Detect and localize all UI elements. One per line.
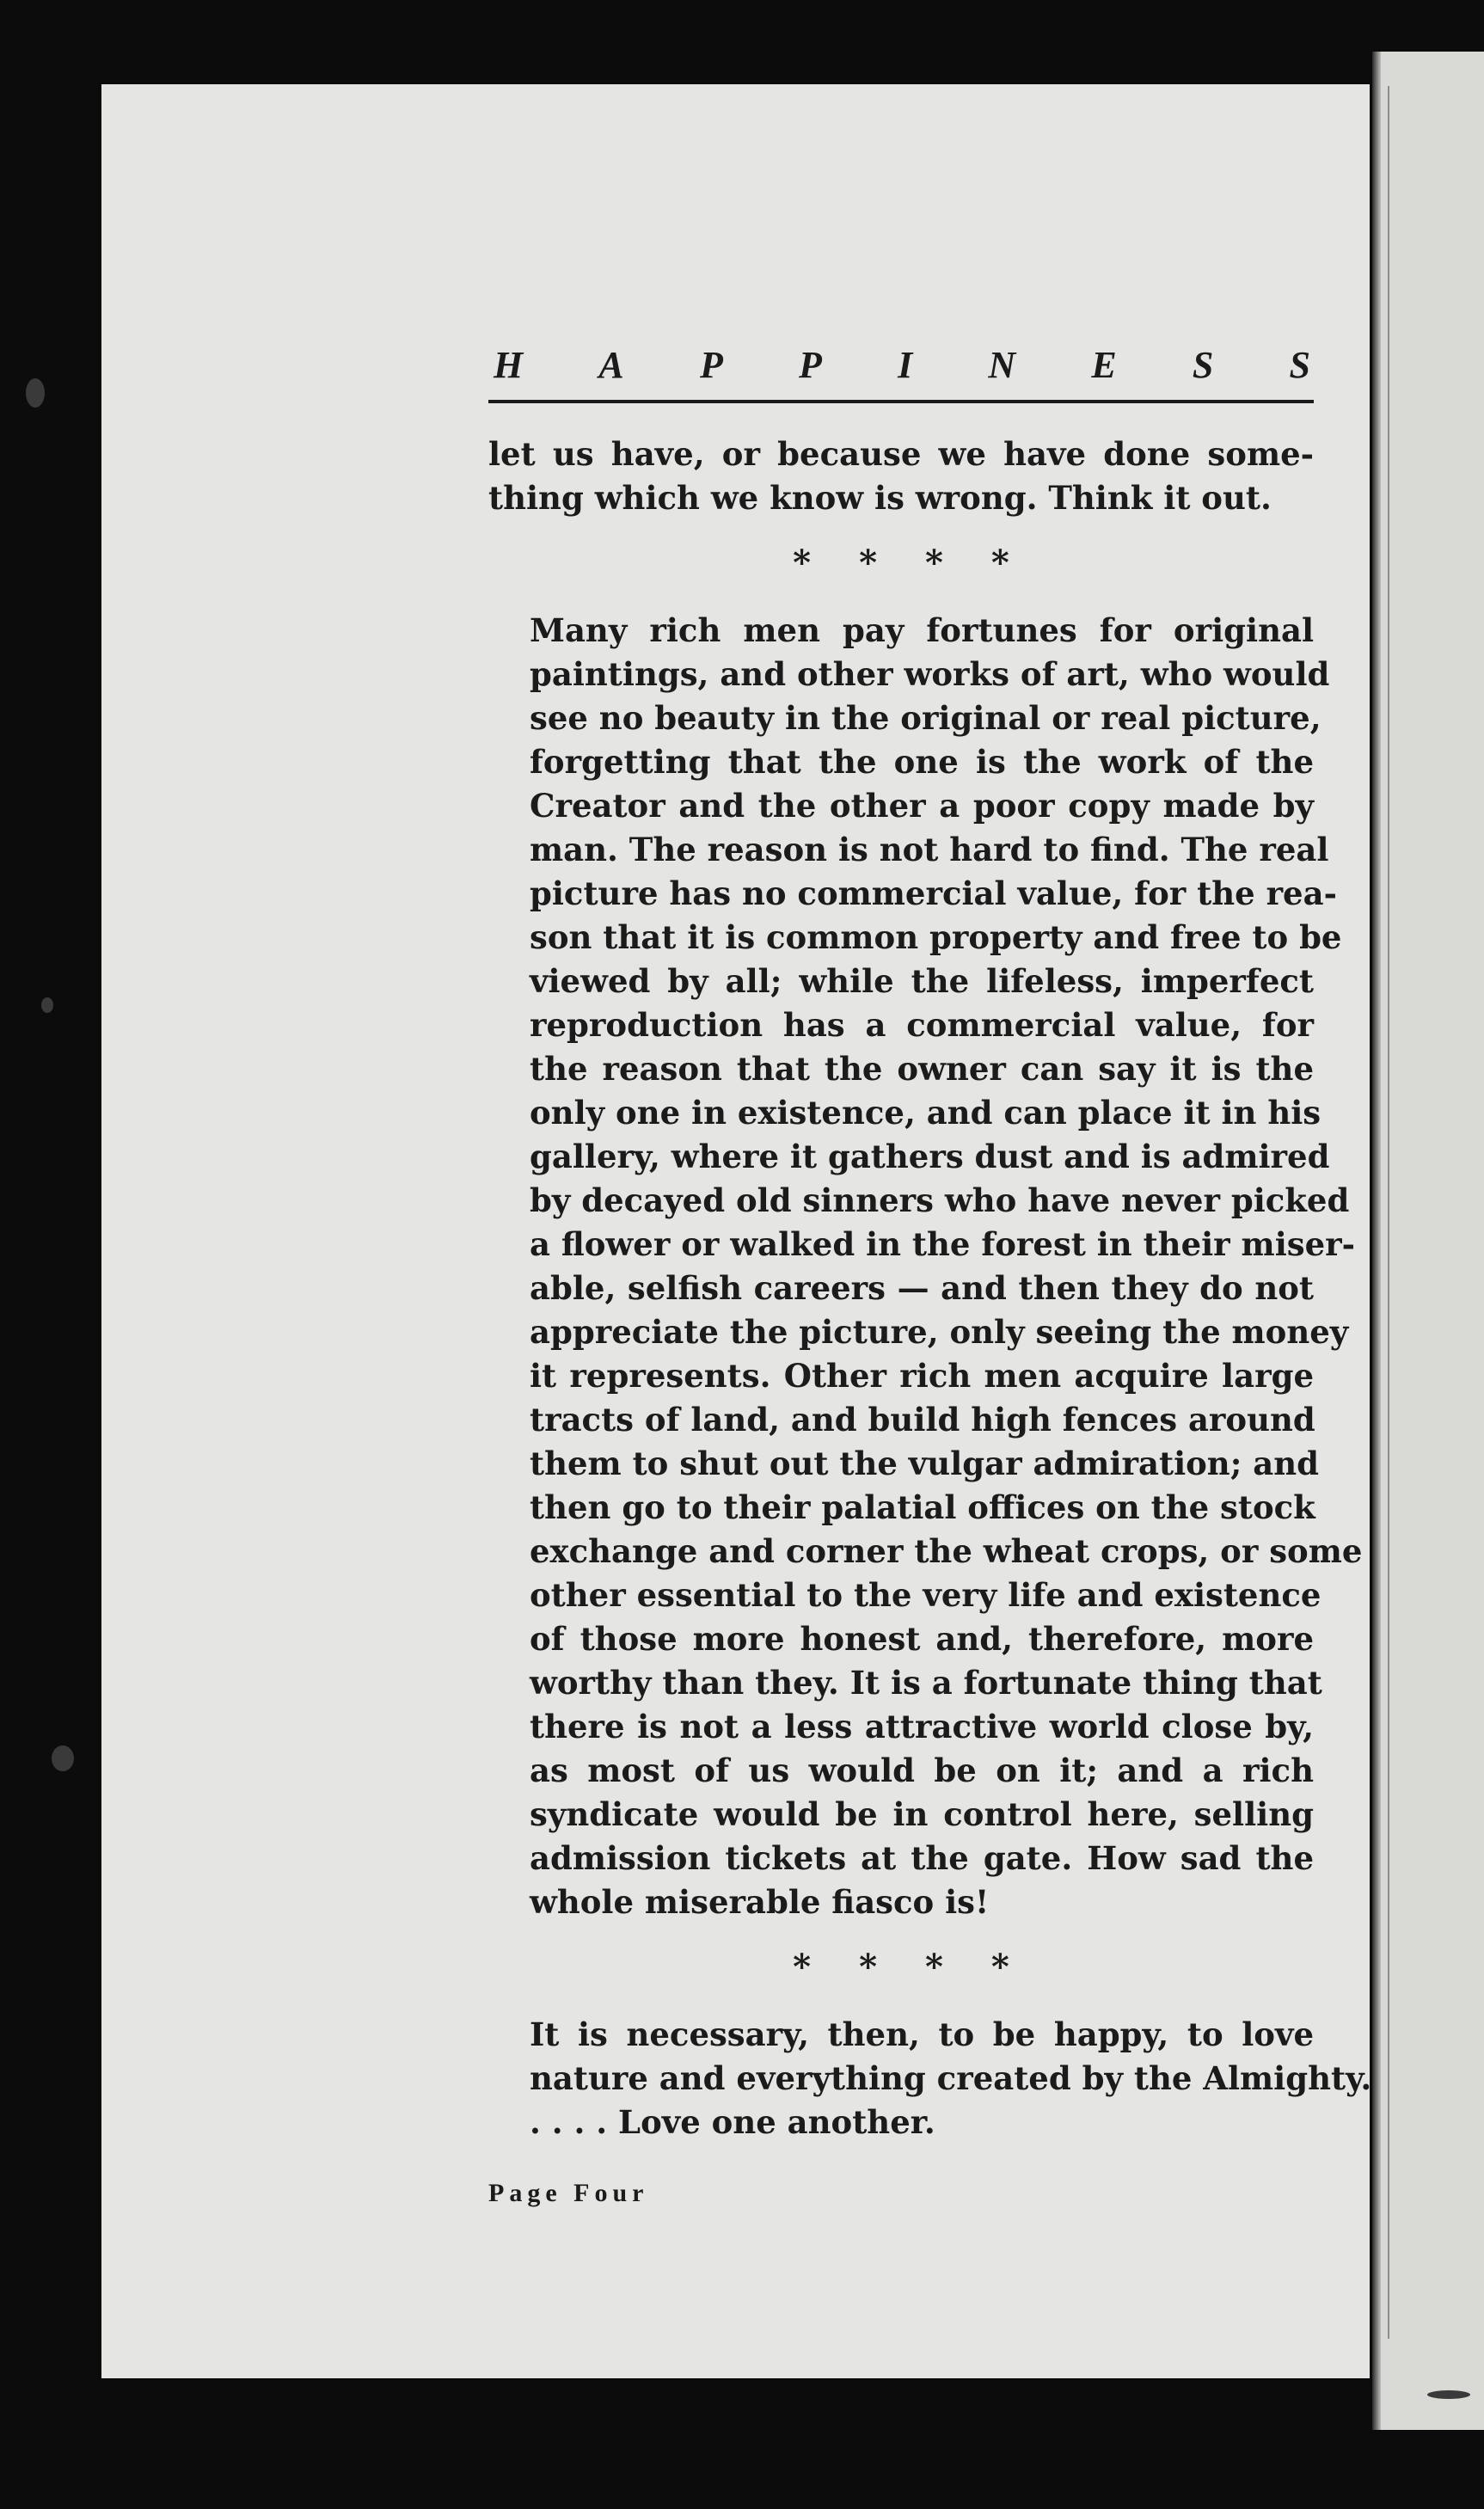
paragraph-1 bbox=[488, 432, 1314, 520]
asterisk-ornament: * bbox=[925, 1947, 943, 1987]
running-head-letter: P bbox=[699, 344, 723, 386]
running-head-letter: E bbox=[1091, 344, 1117, 386]
asterisk-ornament: * bbox=[925, 543, 943, 583]
scan-speck bbox=[1427, 2390, 1470, 2399]
text-line: whole miserable fiasco is! bbox=[530, 1883, 990, 1921]
asterisk-ornament: * bbox=[859, 543, 877, 583]
text-line: admission tickets at the gate. How sad the bbox=[530, 1839, 1314, 1877]
text-line: appreciate the picture, only seeing the money bbox=[530, 1313, 1349, 1351]
page-folio: Page Four bbox=[488, 2179, 649, 2207]
text-line: Many rich men pay fortunes for original bbox=[530, 611, 1314, 649]
text-line: then go to their palatial offices on the stock bbox=[530, 1488, 1315, 1526]
text-line: let us have, or because we have done some- bbox=[488, 435, 1314, 473]
paragraph-2 bbox=[488, 609, 1363, 1924]
text-line: exchange and corner the wheat crops, or some bbox=[530, 1532, 1363, 1570]
running-head-letter: A bbox=[598, 344, 624, 386]
text-line: man. The reason is not hard to find. The real bbox=[530, 831, 1329, 868]
asterisk-ornament: * bbox=[793, 1947, 812, 1987]
text-column bbox=[488, 344, 1372, 2208]
text-line: reproduction has a commercial value, for bbox=[530, 1006, 1314, 1044]
asterisk-ornament: * bbox=[990, 543, 1009, 583]
text-line: paintings, and other works of art, who would bbox=[530, 655, 1330, 693]
text-line: them to shut out the vulgar admiration; and bbox=[530, 1445, 1319, 1482]
text-line: the reason that the owner can say it is the bbox=[530, 1050, 1314, 1088]
text-line: there is not a less attractive world close by, bbox=[530, 1708, 1314, 1745]
running-head-letter: P bbox=[799, 344, 822, 386]
scan-speck bbox=[41, 997, 53, 1013]
scan-speck bbox=[26, 378, 45, 408]
running-head-letter: S bbox=[1192, 344, 1214, 386]
page-edge-line bbox=[1388, 86, 1389, 2339]
text-line: syndicate would be in control here, selling bbox=[530, 1795, 1314, 1833]
asterisk-ornament: * bbox=[990, 1947, 1009, 1987]
text-line: It is necessary, then, to be happy, to love bbox=[530, 2015, 1314, 2053]
text-line: picture has no commercial value, for the rea- bbox=[530, 874, 1337, 912]
text-line: thing which we know is wrong. Think it out. bbox=[488, 479, 1272, 517]
text-line: Creator and the other a poor copy made by bbox=[530, 787, 1314, 825]
text-line: able, selfish careers — and then they do not bbox=[530, 1269, 1314, 1307]
paragraph-3 bbox=[488, 2013, 1372, 2144]
asterisk-ornament: * bbox=[793, 543, 812, 583]
text-line: a flower or walked in the forest in their miser- bbox=[530, 1225, 1355, 1263]
text-line: gallery, where it gathers dust and is admired bbox=[530, 1138, 1330, 1175]
adjacent-page-edge bbox=[1372, 52, 1484, 2430]
book-page bbox=[101, 84, 1370, 2378]
asterisk-ornament: * bbox=[859, 1947, 877, 1987]
text-line: of those more honest and, therefore, more bbox=[530, 1620, 1314, 1658]
text-line: it represents. Other rich men acquire large bbox=[530, 1357, 1314, 1395]
text-line: worthy than they. It is a fortunate thing that bbox=[530, 1664, 1322, 1702]
section-separator-1 bbox=[488, 543, 1314, 583]
running-head-letter: I bbox=[898, 344, 913, 386]
running-head-letter: N bbox=[988, 344, 1016, 386]
text-line: nature and everything created by the Almighty. bbox=[530, 2059, 1372, 2097]
text-line: viewed by all; while the lifeless, imperfect bbox=[530, 962, 1314, 1000]
text-line: other essential to the very life and existence bbox=[530, 1576, 1321, 1614]
text-line: by decayed old sinners who have never picked bbox=[530, 1181, 1350, 1219]
scan-speck bbox=[52, 1745, 74, 1771]
running-head-letter: S bbox=[1289, 344, 1310, 386]
text-line: forgetting that the one is the work of the bbox=[530, 743, 1314, 781]
text-line: son that it is common property and free to be bbox=[530, 918, 1342, 956]
text-line: only one in existence, and can place it in his bbox=[530, 1094, 1321, 1132]
running-head-letter: H bbox=[494, 344, 524, 386]
book-spine-shadow bbox=[1372, 52, 1381, 2430]
text-line: tracts of land, and build high fences around bbox=[530, 1401, 1315, 1439]
text-line: see no beauty in the original or real picture, bbox=[530, 699, 1321, 737]
text-line: . . . . Love one another. bbox=[530, 2103, 935, 2141]
section-separator-2 bbox=[488, 1947, 1314, 1987]
text-line: as most of us would be on it; and a rich bbox=[530, 1751, 1314, 1789]
running-head bbox=[488, 344, 1314, 403]
